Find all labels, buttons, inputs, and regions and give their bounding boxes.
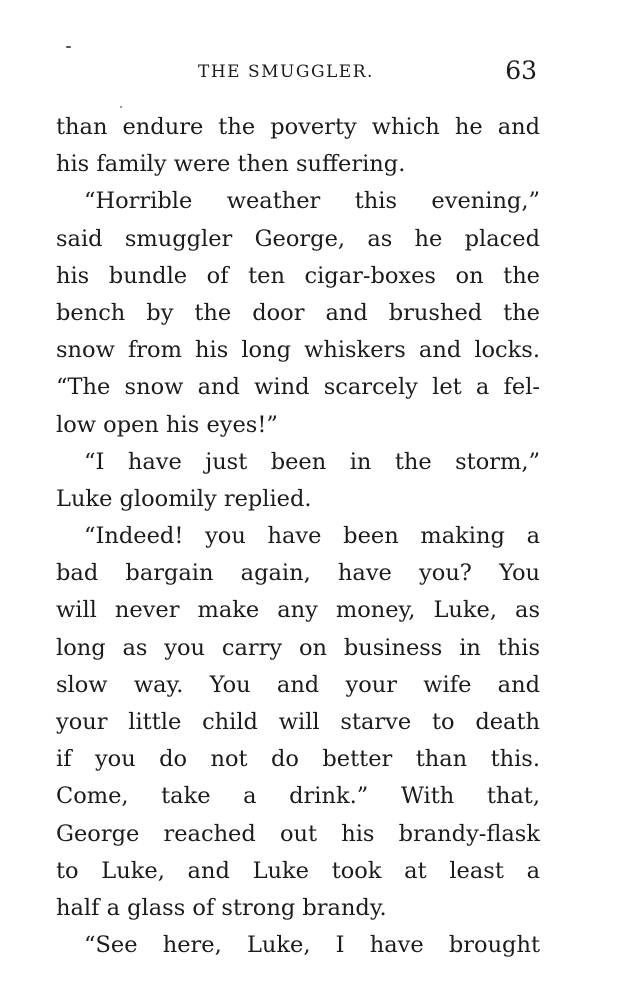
text-line: his bundle of ten cigar-boxes on the — [56, 262, 540, 289]
text-line: bench by the door and brushed the — [56, 299, 540, 326]
running-title: THE SMUGGLER. — [198, 62, 374, 82]
text-line: than endure the poverty which he and — [56, 114, 540, 140]
text-line: to Luke, and Luke took at least a — [56, 857, 540, 884]
running-head — [0, 56, 619, 86]
text-line: half a glass of strong brandy. — [56, 894, 387, 921]
body-text — [56, 109, 540, 964]
text-line: long as you carry on business in this — [56, 634, 540, 661]
text-line: slow way. You and your wife and — [56, 671, 540, 698]
text-line: his family were then suffering. — [56, 151, 406, 178]
page-number: 63 — [505, 56, 537, 85]
text-line: will never make any money, Luke, as — [56, 597, 540, 624]
text-line: Luke gloomily replied. — [56, 485, 312, 512]
text-line: bad bargain again, have you? You — [56, 560, 540, 587]
text-line: your little child will starve to death — [56, 709, 540, 735]
print-speck — [66, 46, 71, 48]
text-line: “Indeed! you have been making a — [84, 523, 540, 550]
text-line: Come, take a drink.” With that, — [56, 783, 540, 810]
text-line: “The snow and wind scarcely let a fel- — [56, 374, 540, 401]
text-line: snow from his long whiskers and locks. — [56, 337, 540, 364]
text-line: if you do not do better than this. — [56, 746, 540, 773]
text-line: “Horrible weather this evening,” — [84, 188, 540, 215]
print-speck — [120, 106, 122, 108]
text-line: George reached out his brandy-flask — [56, 820, 540, 847]
text-line: “See here, Luke, I have brought — [84, 932, 540, 959]
text-line: said smuggler George, as he placed — [56, 225, 540, 252]
text-line: low open his eyes!” — [56, 411, 278, 438]
text-line: “I have just been in the storm,” — [84, 448, 540, 475]
